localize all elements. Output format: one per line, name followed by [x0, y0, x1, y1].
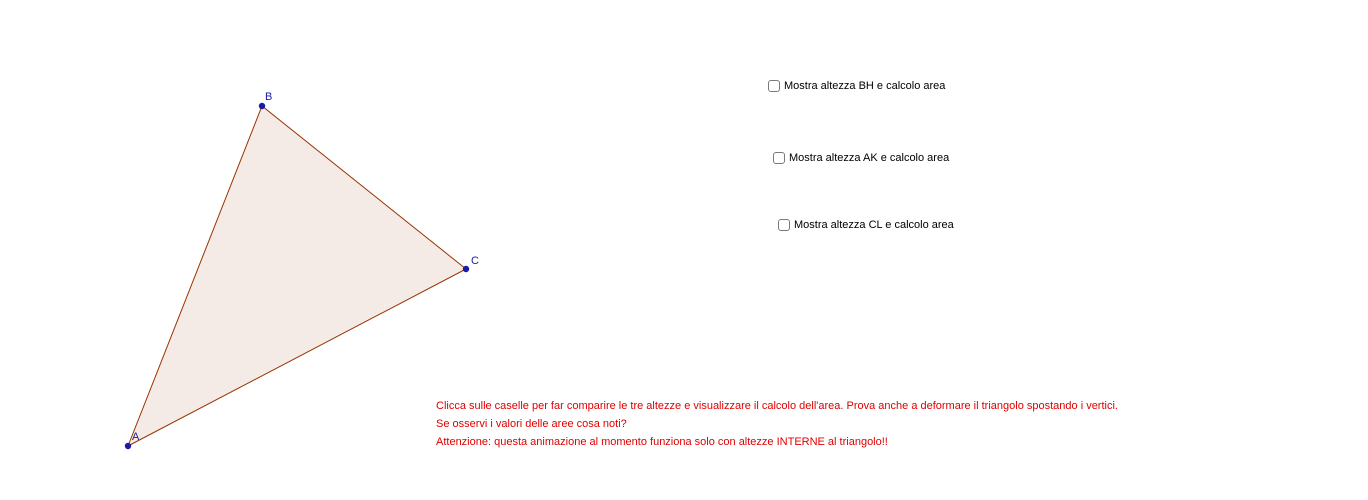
point-c-label: C [471, 255, 479, 267]
checkbox-bh-label: Mostra altezza BH e calcolo area [784, 80, 946, 92]
instructions-line-1: Clicca sulle caselle per far comparire le tre altezze e visualizzare il calcolo dell'area. Prova anche a deformare il triangolo spostando i vertici. [436, 400, 1118, 412]
instructions-line-2: Se osservi i valori delle aree cosa noti? [436, 418, 627, 430]
point-b[interactable] [259, 103, 265, 109]
checkbox-cl-box[interactable] [778, 219, 790, 231]
instructions-line-3: Attenzione: questa animazione al momento funziona solo con altezze INTERNE al triangolo!! [436, 436, 888, 448]
checkbox-bh[interactable] [768, 78, 945, 94]
point-b-label: B [265, 91, 273, 103]
checkbox-ak[interactable] [773, 150, 949, 166]
triangle-abc[interactable] [128, 106, 466, 446]
checkbox-bh-box[interactable] [768, 80, 780, 92]
checkbox-ak-box[interactable] [773, 152, 785, 164]
point-a-label: A [132, 431, 140, 443]
point-a[interactable] [125, 443, 131, 449]
checkbox-cl[interactable] [778, 217, 954, 233]
checkbox-cl-label: Mostra altezza CL e calcolo area [794, 219, 954, 231]
instructions-text [436, 397, 1118, 451]
point-c[interactable] [463, 266, 469, 272]
checkbox-ak-label: Mostra altezza AK e calcolo area [789, 152, 950, 164]
